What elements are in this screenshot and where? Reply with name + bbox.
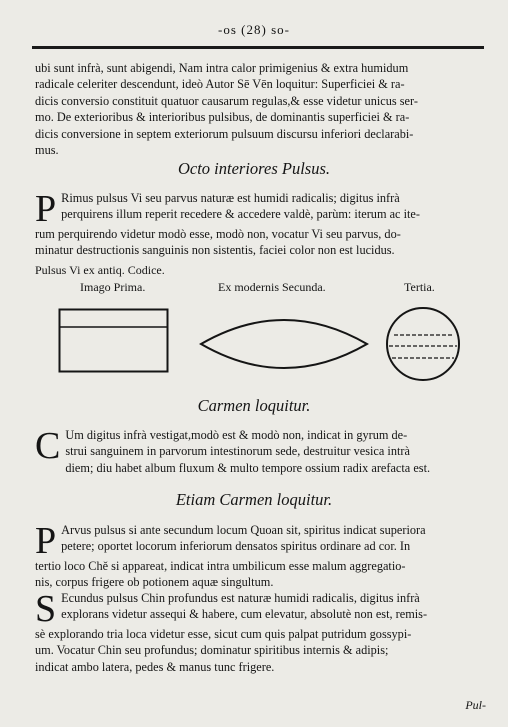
text-line: um. Vocatur Chin seu profundus; dominatur spiritibus internis & adipis; — [35, 643, 389, 658]
text-line: sè explorando tria loca videtur esse, sicut cum quis palpat putridum gossypi- — [35, 627, 412, 641]
text-line: explorans videtur assequi & habere, cum elevatur, absolutè non est, remis- — [61, 607, 428, 622]
text-line: Rimus pulsus Vi seu parvus naturæ est humidi radicalis; digitus infrà — [61, 191, 400, 205]
text-line: indicat ambo latera, pedes & manus tunc frigere. — [35, 659, 275, 674]
page-number-header: -os (28) so- — [218, 22, 290, 37]
section3-paragraph-b — [35, 590, 487, 675]
section2-paragraph — [35, 427, 487, 476]
section-heading: Octo interiores Pulsus. — [177, 159, 330, 178]
catchword: Pul- — [465, 698, 486, 712]
text-line: Arvus pulsus si ante secundum locum Quoan sit, spiritus indicat superiora — [61, 523, 426, 537]
text-line: ubi sunt infrà, sunt abigendi, Nam intra calor primigenius & extra humidum — [35, 61, 409, 75]
text-line: diem; diu habet album fluxum & multo tempore ossium radix arefacta est. — [65, 460, 431, 475]
lens-figure — [198, 310, 370, 378]
text-line: radicale celeriter descendunt, ideò Autor Sē Vēn loquitur: Superficiei & ra- — [35, 77, 405, 92]
figure-label-secunda: Ex modernis Secunda. — [218, 280, 326, 294]
text-line: nis, corpus frigere ob potionem aquæ singultum. — [35, 575, 274, 590]
figure-label-tertia: Tertia. — [404, 280, 435, 294]
text-line: rum perquirendo videtur modò esse, modò non, vocatur Vi seu parvus, do- — [35, 227, 401, 241]
drop-cap: P — [35, 188, 57, 230]
section-heading: Carmen loquitur. — [197, 396, 311, 415]
text-line: strui sanguinem in parvorum intestinorum sede, destruitur vesica intrà — [65, 444, 410, 459]
section-heading: Etiam Carmen loquitur. — [175, 490, 333, 509]
intro-paragraph — [35, 60, 487, 158]
rectangle-figure — [58, 308, 170, 374]
text-line: petere; oportet locorum inferiorum densatos spiritus ordinare ad cor. In — [61, 539, 411, 554]
section3-paragraph-a — [35, 522, 487, 591]
text-line: dicis conversione in septem exteriorum pulsuum discursu inferiori declarabi- — [35, 126, 414, 141]
figure-label-prima: Imago Prima. — [80, 280, 146, 294]
drop-cap: C — [35, 425, 61, 467]
text-line: perquirens illum reperit recedere & accedere valdè, parùm: iterum ac ite- — [61, 207, 420, 222]
drop-cap: P — [35, 520, 57, 562]
text-line: Um digitus infrà vestigat,modò est & modò non, indicat in gyrum de- — [65, 428, 408, 442]
text-line: tertio loco Chě si appareat, indicat intra umbilicum esse malum aggregatio- — [35, 559, 406, 573]
text-line: dicis conversio constituit quatuor causarum regulas,& esse videtur unicus ser- — [35, 93, 418, 108]
text-line: mo. De exterioribus & interioribus pulsibus, de dominantis superficiei & ra- — [35, 110, 410, 125]
header-rule — [32, 46, 484, 49]
text-line: Ecundus pulsus Chin profundus est naturæ humidi radicalis, digitus infrà — [61, 591, 420, 605]
figure-caption: Pulsus Vi ex antiq. Codice. — [35, 263, 165, 277]
text-line: mus. — [35, 143, 59, 158]
section1-paragraph — [35, 190, 487, 259]
circle-figure — [384, 306, 462, 382]
text-line: minatur destructionis sanguinis non sistentis, faciei color non est lucidus. — [35, 243, 395, 258]
drop-cap: S — [35, 588, 57, 630]
